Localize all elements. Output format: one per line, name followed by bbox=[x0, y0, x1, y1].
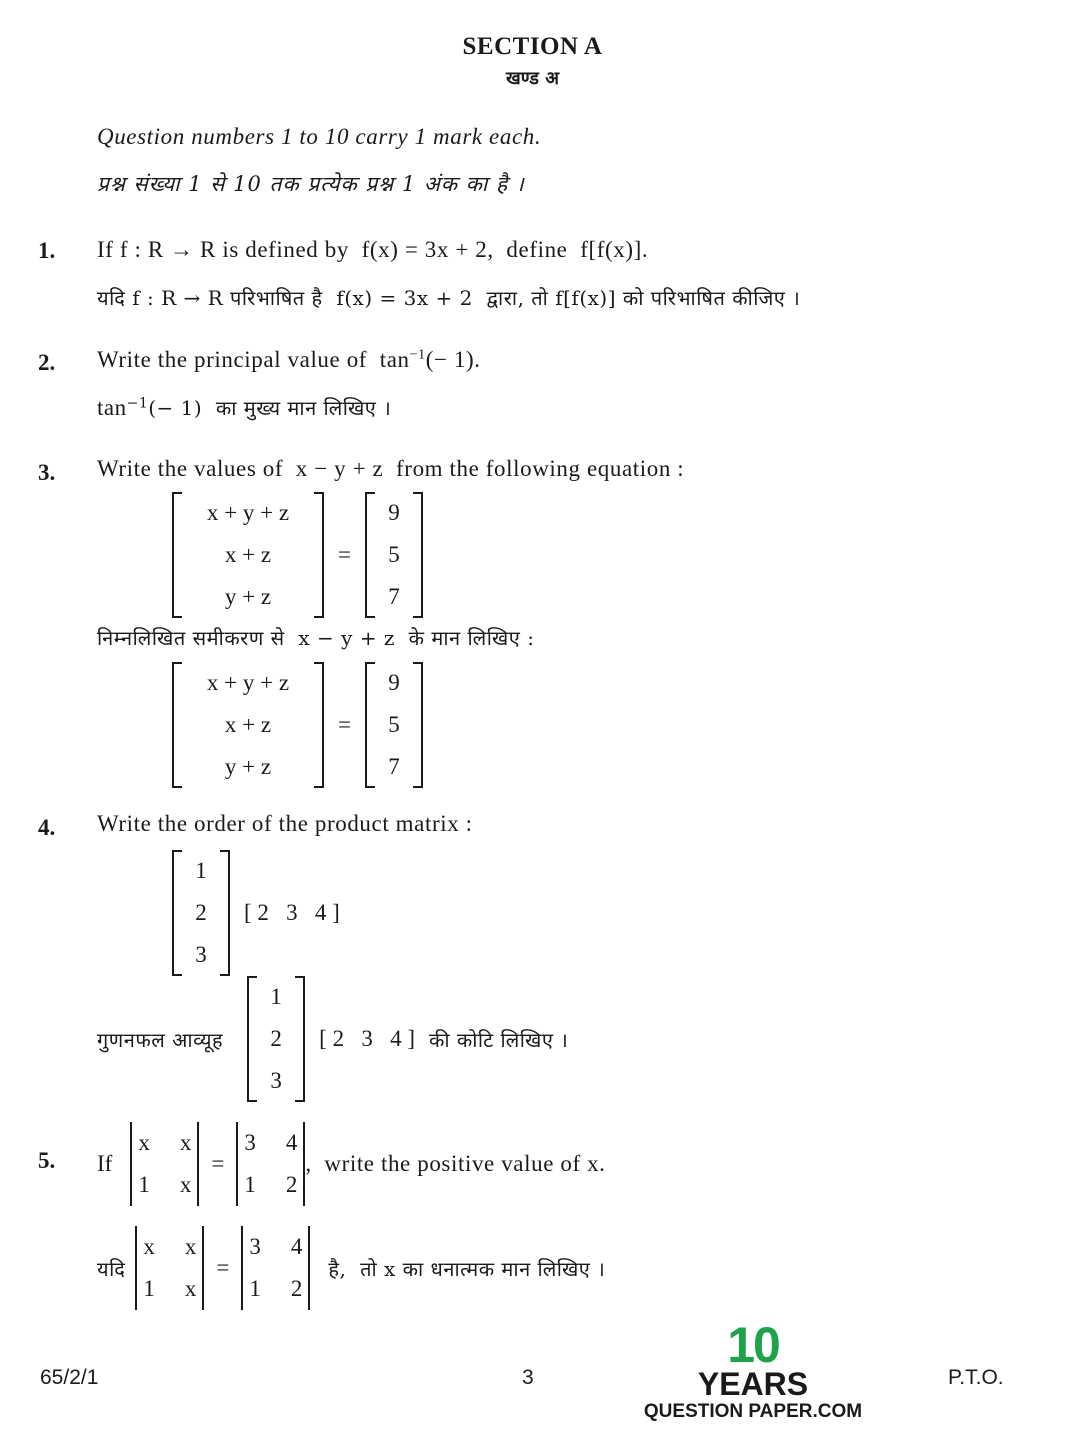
question-3-number: 3. bbox=[38, 460, 56, 485]
matrix-cell: 2 bbox=[270, 1026, 282, 1051]
question-5-number: 5. bbox=[38, 1148, 56, 1173]
matrix-cell: 1 bbox=[195, 858, 207, 883]
det-cell: x bbox=[143, 1234, 155, 1259]
row-matrix: [ 2 3 4 ] bbox=[244, 900, 340, 925]
column-matrix bbox=[172, 850, 230, 976]
pto-label: P.T.O. bbox=[948, 1366, 1004, 1389]
section-subtitle: खण्ड अ bbox=[506, 68, 559, 89]
det-cell: 4 bbox=[285, 1130, 298, 1155]
question-2-argument: (− 1). bbox=[425, 347, 481, 372]
equals-sign: = bbox=[338, 542, 351, 567]
question-4-hindi-post: की कोटि लिखिए । bbox=[429, 1027, 569, 1052]
question-3-hindi: निम्नलिखित समीकरण से x − y + z के मान लिखिए : bbox=[97, 626, 535, 650]
question-5-text: , write the positive value of x. bbox=[305, 1151, 606, 1176]
det-cell: x bbox=[184, 1234, 197, 1259]
question-4-hindi-pre: गुणनफल आव्यूह bbox=[97, 1027, 224, 1052]
logo-site: QUESTION PAPER.COM bbox=[643, 1401, 863, 1422]
det-cell: 4 bbox=[290, 1234, 303, 1259]
rhs-matrix bbox=[365, 492, 423, 618]
det-cell: x bbox=[179, 1130, 192, 1155]
det-cell: 1 bbox=[138, 1172, 150, 1197]
question-1-hindi: यदि f : R → R परिभाषित है f(x) = 3x + 2 द्वारा, तो f[f(x)] को परिभाषित कीजिए । bbox=[97, 286, 801, 310]
det-cell: 3 bbox=[244, 1130, 256, 1155]
watermark-logo bbox=[628, 1317, 878, 1424]
det-cell: 1 bbox=[249, 1276, 261, 1301]
matrix-cell: 1 bbox=[270, 984, 282, 1009]
question-5-english bbox=[97, 1122, 606, 1206]
question-2-hindi bbox=[97, 394, 391, 421]
matrix-cell: 5 bbox=[388, 542, 400, 567]
equals-sign: = bbox=[216, 1255, 230, 1280]
question-4-english: Write the order of the product matrix : bbox=[97, 811, 473, 836]
lhs-matrix bbox=[172, 662, 324, 788]
equals-sign: = bbox=[211, 1151, 225, 1176]
lhs-determinant-hindi bbox=[135, 1226, 204, 1310]
tan-text: tan bbox=[97, 395, 127, 420]
rhs-determinant bbox=[236, 1122, 305, 1206]
question-5-hindi-text: है, तो x का धनात्मक मान लिखिए । bbox=[328, 1256, 606, 1281]
det-cell: x bbox=[138, 1130, 150, 1155]
matrix-cell: y + z bbox=[224, 584, 272, 609]
instructions-english: Question numbers 1 to 10 carry 1 mark each. bbox=[97, 124, 542, 149]
rhs-determinant-hindi bbox=[241, 1226, 310, 1310]
section-title: SECTION A bbox=[462, 33, 603, 60]
question-2-number: 2. bbox=[38, 350, 56, 375]
rhs-matrix bbox=[365, 662, 423, 788]
matrix-cell: x + y + z bbox=[206, 670, 290, 695]
if-text: If bbox=[97, 1151, 113, 1176]
det-cell: 1 bbox=[143, 1276, 155, 1301]
matrix-cell: 3 bbox=[270, 1068, 282, 1093]
row-matrix-hindi: [ 2 3 4 ] bbox=[319, 1026, 415, 1051]
equals-sign: = bbox=[338, 712, 351, 737]
matrix-cell: y + z bbox=[224, 754, 272, 779]
question-1-english: If f : R → R is defined by f(x) = 3x + 2, define f[f(x)]. bbox=[97, 237, 649, 262]
yadi-text: यदि bbox=[97, 1256, 126, 1281]
det-cell: x bbox=[184, 1276, 197, 1301]
paper-code: 65/2/1 bbox=[40, 1366, 99, 1389]
lhs-matrix bbox=[172, 492, 324, 618]
question-2-english bbox=[97, 347, 481, 373]
inverse-superscript-hindi: −1 bbox=[126, 395, 149, 412]
question-4-expression bbox=[172, 850, 340, 976]
lhs-determinant bbox=[130, 1122, 199, 1206]
matrix-cell: 5 bbox=[388, 712, 400, 737]
matrix-cell: 2 bbox=[195, 900, 207, 925]
matrix-cell: 9 bbox=[388, 500, 400, 525]
question-3-equation bbox=[172, 492, 423, 618]
question-5-hindi bbox=[97, 1226, 605, 1310]
det-cell: 2 bbox=[285, 1172, 298, 1197]
det-cell: 1 bbox=[244, 1172, 256, 1197]
logo-years: YEARS bbox=[697, 1366, 809, 1402]
matrix-cell: 7 bbox=[388, 754, 400, 779]
matrix-cell: x + z bbox=[224, 542, 272, 567]
column-matrix-hindi bbox=[247, 976, 305, 1102]
question-2-text: Write the principal value of tan bbox=[97, 347, 410, 372]
instructions-hindi: प्रश्न संख्या 1 से 10 तक प्रत्येक प्रश्न 1 अंक का है । bbox=[97, 172, 525, 196]
question-4-number: 4. bbox=[38, 815, 56, 840]
matrix-cell: 7 bbox=[388, 584, 400, 609]
det-cell: x bbox=[179, 1172, 192, 1197]
matrix-cell: 9 bbox=[388, 670, 400, 695]
question-3-english: Write the values of x − y + z from the following equation : bbox=[97, 456, 685, 481]
question-4-hindi bbox=[97, 976, 568, 1102]
det-cell: 3 bbox=[249, 1234, 261, 1259]
inverse-superscript: −1 bbox=[409, 347, 426, 363]
question-1-number: 1. bbox=[38, 238, 56, 263]
matrix-cell: x + y + z bbox=[206, 500, 290, 525]
matrix-cell: x + z bbox=[224, 712, 272, 737]
matrix-cell: 3 bbox=[195, 942, 207, 967]
det-cell: 2 bbox=[290, 1276, 303, 1301]
page-number: 3 bbox=[522, 1366, 534, 1389]
question-3-equation-hindi bbox=[172, 662, 423, 788]
question-2-hindi-text: (− 1) का मुख्य मान लिखिए । bbox=[148, 396, 392, 420]
logo-number: 10 bbox=[727, 1317, 779, 1373]
